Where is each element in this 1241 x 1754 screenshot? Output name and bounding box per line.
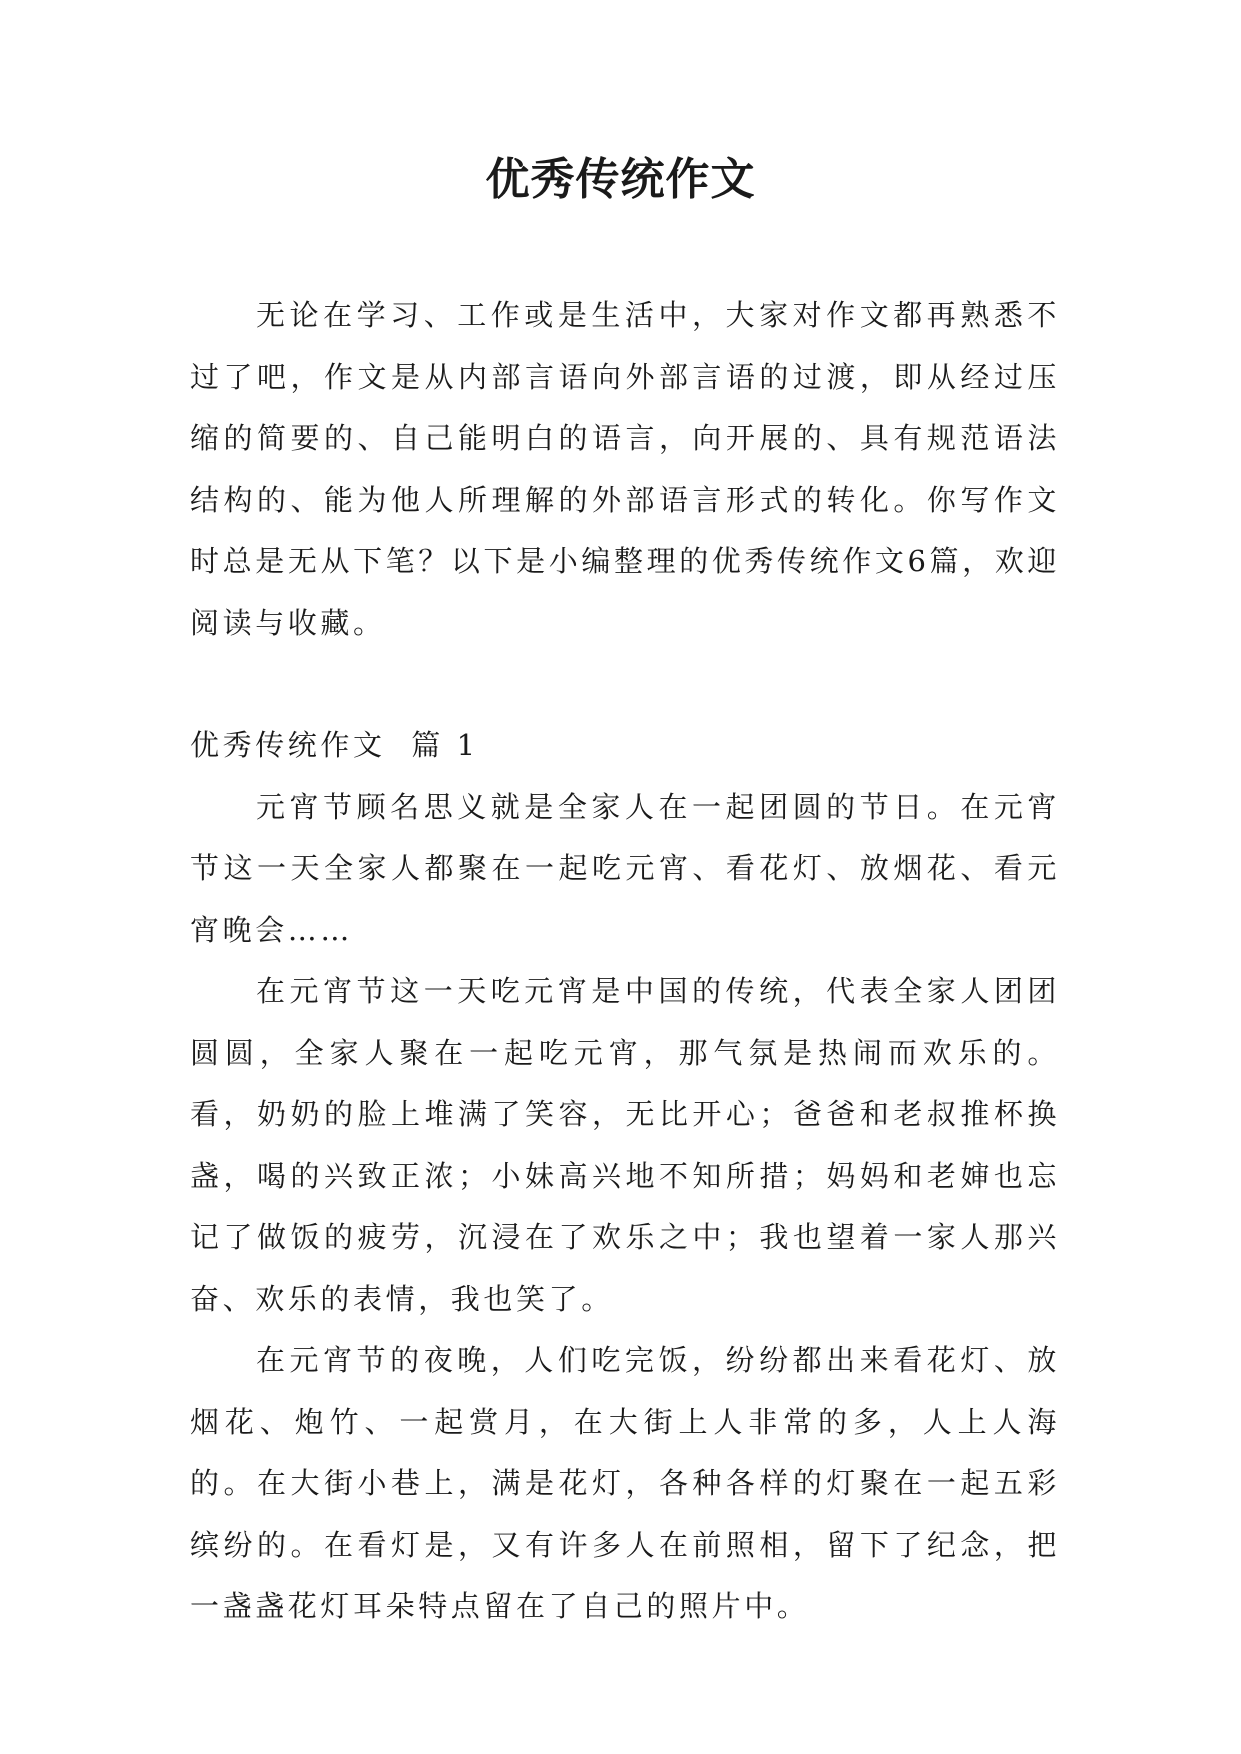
body-paragraph: 元宵节顾名思义就是全家人在一起团圆的节日。在元宵节这一天全家人都聚在一起吃元宵、看花灯、放烟花、看元宵晚会…… (190, 789, 1060, 947)
section-heading: 优秀传统作文 篇 1 (190, 728, 479, 762)
intro-paragraph: 无论在学习、工作或是生活中，大家对作文都再熟悉不过了吧，作文是从内部言语向外部言语的过渡，即从经过压缩的简要的、自己能明白的语言，向开展的、具有规范语法结构的、能为他人所理解的外部语言形式的转化。你写作文时总是无从下笔？以下是小编整理的优秀传统作文6篇，欢迎阅读与收藏。 (190, 298, 1060, 640)
body-paragraph: 在元宵节这一天吃元宵是中国的传统，代表全家人团团圆圆，全家人聚在一起吃元宵，那气氛是热闹而欢乐的。看，奶奶的脸上堆满了笑容，无比开心；爸爸和老叔推杯换盏，喝的兴致正浓；小妹高兴地不知所措；妈妈和老婶也忘记了做饭的疲劳，沉浸在了欢乐之中；我也望着一家人那兴奋、欢乐的表情，我也笑了。 (190, 974, 1060, 1316)
document-body (190, 285, 1060, 1638)
body-paragraph: 在元宵节的夜晚，人们吃完饭，纷纷都出来看花灯、放烟花、炮竹、一起赏月，在大街上人非常的多，人上人海的。在大街小巷上，满是花灯，各种各样的灯聚在一起五彩缤纷的。在看灯是，又有许多人在前照相，留下了纪念，把一盏盏花灯耳朵特点留在了自己的照片中。 (190, 1343, 1060, 1623)
document-title: 优秀传统作文 (485, 154, 756, 205)
